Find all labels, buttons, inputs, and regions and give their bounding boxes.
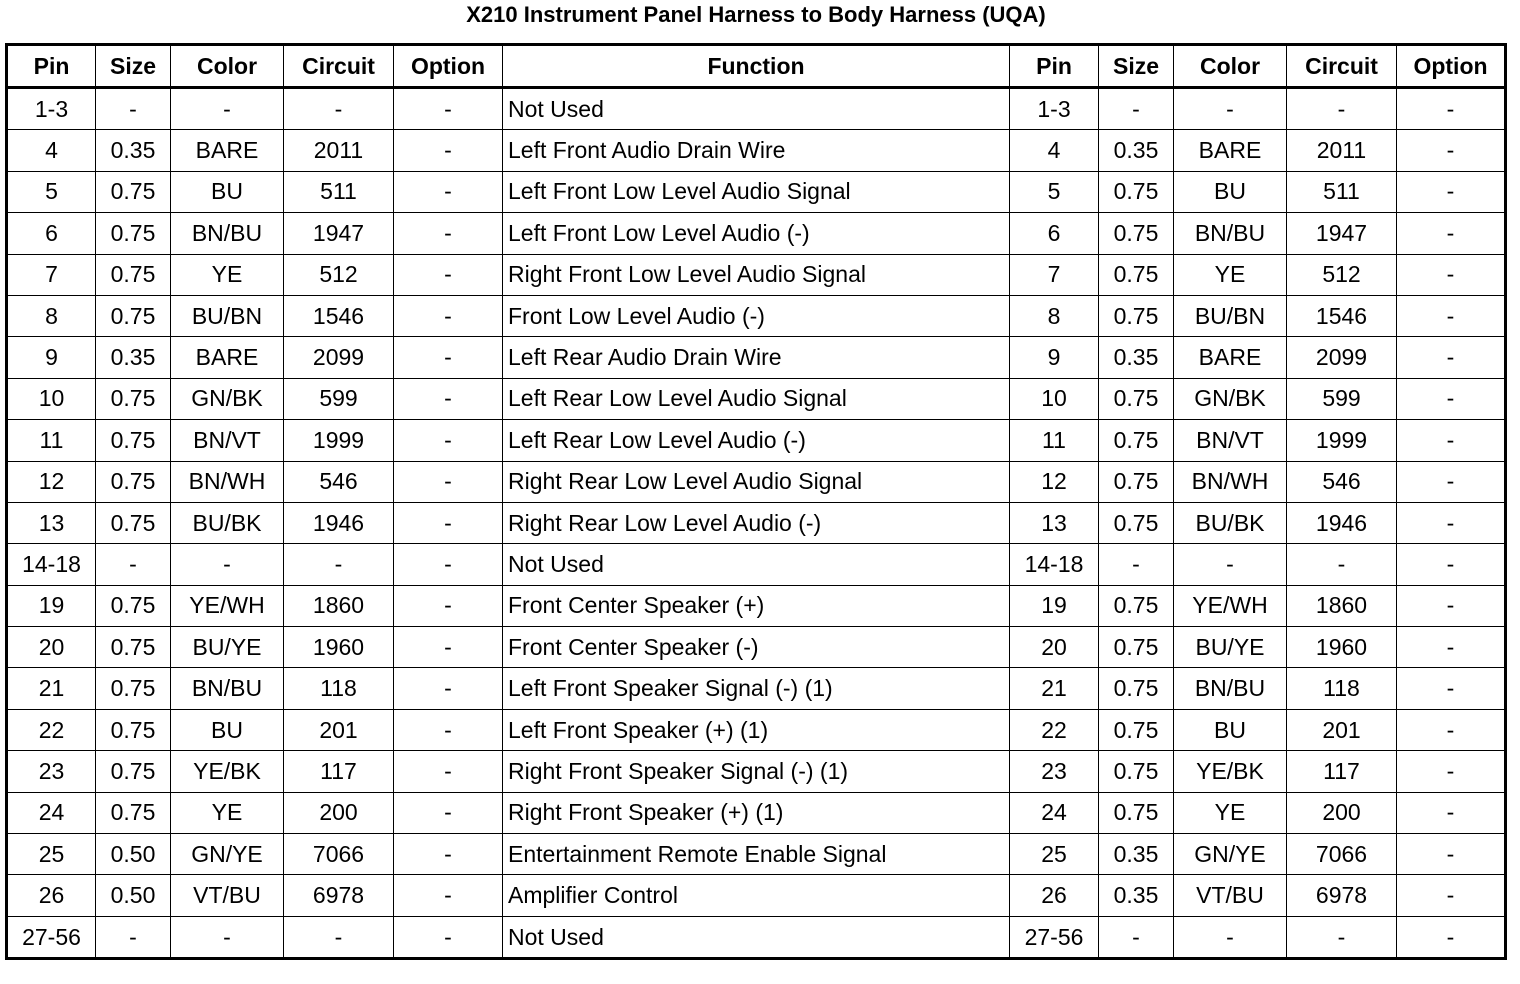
cell-size-2: 0.75 [1099, 709, 1174, 750]
cell-circuit-2: 117 [1287, 751, 1397, 792]
cell-circuit: 1546 [284, 295, 394, 336]
table-row [7, 585, 1506, 626]
cell-pin: 21 [7, 668, 96, 709]
cell-circuit: 117 [284, 751, 394, 792]
cell-pin-2: 22 [1010, 709, 1099, 750]
cell-pin: 11 [7, 420, 96, 461]
cell-color-2: BU [1174, 709, 1287, 750]
cell-option-2: - [1397, 834, 1506, 875]
table-row [7, 130, 1506, 171]
cell-color-2: YE [1174, 792, 1287, 833]
cell-circuit-2: - [1287, 916, 1397, 958]
cell-circuit: 6978 [284, 875, 394, 916]
cell-size: 0.75 [96, 709, 171, 750]
cell-pin: 7 [7, 254, 96, 295]
document-title: X210 Instrument Panel Harness to Body Harness (UQA) [466, 2, 1046, 27]
cell-circuit: 118 [284, 668, 394, 709]
column-header-pin-2: Pin [1010, 45, 1099, 88]
cell-color: - [171, 544, 284, 585]
cell-color: BU/BN [171, 295, 284, 336]
cell-pin: 25 [7, 834, 96, 875]
cell-option: - [394, 171, 503, 212]
cell-color-2: - [1174, 916, 1287, 958]
cell-circuit: 512 [284, 254, 394, 295]
cell-size: 0.75 [96, 420, 171, 461]
column-header-color-2: Color [1174, 45, 1287, 88]
cell-pin-2: 9 [1010, 337, 1099, 378]
cell-color: BN/VT [171, 420, 284, 461]
table-row [7, 709, 1506, 750]
cell-size-2: 0.75 [1099, 213, 1174, 254]
cell-pin-2: 12 [1010, 461, 1099, 502]
cell-circuit-2: 546 [1287, 461, 1397, 502]
cell-color-2: BU/BK [1174, 502, 1287, 543]
cell-pin: 22 [7, 709, 96, 750]
cell-option: - [394, 585, 503, 626]
cell-circuit: - [284, 916, 394, 958]
cell-function: Left Front Audio Drain Wire [503, 130, 1010, 171]
cell-circuit-2: 7066 [1287, 834, 1397, 875]
table-row [7, 337, 1506, 378]
cell-option: - [394, 337, 503, 378]
cell-option: - [394, 420, 503, 461]
cell-function: Right Front Speaker Signal (-) (1) [503, 751, 1010, 792]
cell-pin-2: 5 [1010, 171, 1099, 212]
cell-size: 0.75 [96, 792, 171, 833]
cell-size: 0.75 [96, 461, 171, 502]
table-row [7, 461, 1506, 502]
cell-circuit-2: 1546 [1287, 295, 1397, 336]
cell-circuit-2: - [1287, 544, 1397, 585]
cell-circuit-2: 6978 [1287, 875, 1397, 916]
cell-color: BU/YE [171, 627, 284, 668]
cell-size-2: 0.35 [1099, 337, 1174, 378]
column-header-option-2: Option [1397, 45, 1506, 88]
cell-option-2: - [1397, 751, 1506, 792]
cell-function: Right Rear Low Level Audio Signal [503, 461, 1010, 502]
cell-size: 0.35 [96, 337, 171, 378]
cell-circuit: 1960 [284, 627, 394, 668]
cell-function: Right Rear Low Level Audio (-) [503, 502, 1010, 543]
cell-color-2: YE [1174, 254, 1287, 295]
cell-circuit: 1860 [284, 585, 394, 626]
cell-option: - [394, 916, 503, 958]
cell-pin: 14-18 [7, 544, 96, 585]
cell-function: Front Low Level Audio (-) [503, 295, 1010, 336]
cell-size: 0.35 [96, 130, 171, 171]
cell-function: Not Used [503, 88, 1010, 130]
cell-pin-2: 1-3 [1010, 88, 1099, 130]
table-row [7, 502, 1506, 543]
cell-pin-2: 21 [1010, 668, 1099, 709]
cell-option-2: - [1397, 461, 1506, 502]
cell-option: - [394, 875, 503, 916]
table-row [7, 378, 1506, 419]
cell-function: Not Used [503, 544, 1010, 585]
cell-function: Right Front Low Level Audio Signal [503, 254, 1010, 295]
column-header-size: Size [96, 45, 171, 88]
cell-size-2: 0.35 [1099, 875, 1174, 916]
cell-size: - [96, 88, 171, 130]
cell-color-2: BN/BU [1174, 213, 1287, 254]
cell-pin-2: 6 [1010, 213, 1099, 254]
cell-circuit: 7066 [284, 834, 394, 875]
cell-pin: 24 [7, 792, 96, 833]
cell-color-2: YE/WH [1174, 585, 1287, 626]
cell-size-2: 0.75 [1099, 295, 1174, 336]
cell-option: - [394, 751, 503, 792]
cell-size: 0.50 [96, 834, 171, 875]
cell-size-2: 0.75 [1099, 668, 1174, 709]
cell-function: Left Front Speaker Signal (-) (1) [503, 668, 1010, 709]
table-row [7, 916, 1506, 958]
table-row [7, 171, 1506, 212]
table-row [7, 627, 1506, 668]
cell-option-2: - [1397, 378, 1506, 419]
cell-color-2: BN/BU [1174, 668, 1287, 709]
cell-circuit-2: 118 [1287, 668, 1397, 709]
cell-pin: 8 [7, 295, 96, 336]
cell-pin-2: 10 [1010, 378, 1099, 419]
cell-color-2: GN/BK [1174, 378, 1287, 419]
cell-color: YE/WH [171, 585, 284, 626]
cell-color: GN/BK [171, 378, 284, 419]
column-header-circuit: Circuit [284, 45, 394, 88]
cell-size: 0.75 [96, 502, 171, 543]
cell-pin-2: 25 [1010, 834, 1099, 875]
column-header-pin: Pin [7, 45, 96, 88]
cell-size-2: 0.75 [1099, 585, 1174, 626]
table-row [7, 792, 1506, 833]
cell-option: - [394, 792, 503, 833]
cell-circuit-2: 1946 [1287, 502, 1397, 543]
cell-pin: 26 [7, 875, 96, 916]
cell-size: 0.75 [96, 751, 171, 792]
cell-pin-2: 13 [1010, 502, 1099, 543]
cell-color-2: BARE [1174, 130, 1287, 171]
cell-color-2: YE/BK [1174, 751, 1287, 792]
cell-color: BARE [171, 337, 284, 378]
cell-size: 0.75 [96, 213, 171, 254]
cell-option-2: - [1397, 916, 1506, 958]
cell-circuit: 1946 [284, 502, 394, 543]
cell-option-2: - [1397, 627, 1506, 668]
cell-pin: 13 [7, 502, 96, 543]
cell-option-2: - [1397, 585, 1506, 626]
cell-option-2: - [1397, 502, 1506, 543]
cell-circuit: 546 [284, 461, 394, 502]
column-header-circuit-2: Circuit [1287, 45, 1397, 88]
cell-option-2: - [1397, 709, 1506, 750]
cell-pin-2: 11 [1010, 420, 1099, 461]
cell-circuit-2: 512 [1287, 254, 1397, 295]
connector-pinout-table [5, 43, 1507, 960]
cell-circuit-2: 1999 [1287, 420, 1397, 461]
cell-option-2: - [1397, 337, 1506, 378]
cell-function: Left Front Low Level Audio (-) [503, 213, 1010, 254]
cell-size-2: - [1099, 916, 1174, 958]
cell-size-2: 0.75 [1099, 502, 1174, 543]
table-row [7, 834, 1506, 875]
cell-option: - [394, 627, 503, 668]
cell-color-2: - [1174, 88, 1287, 130]
cell-size-2: 0.75 [1099, 420, 1174, 461]
cell-pin: 1-3 [7, 88, 96, 130]
cell-size-2: - [1099, 544, 1174, 585]
cell-function: Left Rear Low Level Audio Signal [503, 378, 1010, 419]
cell-option: - [394, 130, 503, 171]
cell-size-2: 0.75 [1099, 171, 1174, 212]
cell-circuit: 200 [284, 792, 394, 833]
cell-size: - [96, 544, 171, 585]
cell-option: - [394, 668, 503, 709]
cell-size-2: 0.75 [1099, 751, 1174, 792]
cell-function: Amplifier Control [503, 875, 1010, 916]
cell-size-2: 0.75 [1099, 627, 1174, 668]
header-row [7, 45, 1506, 88]
cell-pin-2: 26 [1010, 875, 1099, 916]
cell-circuit-2: 599 [1287, 378, 1397, 419]
cell-option: - [394, 254, 503, 295]
cell-option: - [394, 88, 503, 130]
column-header-size-2: Size [1099, 45, 1174, 88]
cell-color: BU/BK [171, 502, 284, 543]
cell-color: VT/BU [171, 875, 284, 916]
cell-pin: 9 [7, 337, 96, 378]
cell-option-2: - [1397, 130, 1506, 171]
cell-color-2: BARE [1174, 337, 1287, 378]
cell-size-2: 0.35 [1099, 130, 1174, 171]
table-row [7, 420, 1506, 461]
column-header-function: Function [503, 45, 1010, 88]
cell-circuit-2: 201 [1287, 709, 1397, 750]
cell-size: 0.75 [96, 295, 171, 336]
cell-size-2: 0.75 [1099, 792, 1174, 833]
table-row [7, 751, 1506, 792]
cell-function: Left Rear Low Level Audio (-) [503, 420, 1010, 461]
cell-size: 0.50 [96, 875, 171, 916]
table-row [7, 668, 1506, 709]
cell-option: - [394, 544, 503, 585]
cell-circuit: 511 [284, 171, 394, 212]
cell-size: 0.75 [96, 585, 171, 626]
cell-color-2: BN/VT [1174, 420, 1287, 461]
cell-pin: 27-56 [7, 916, 96, 958]
cell-size-2: 0.75 [1099, 378, 1174, 419]
cell-size: 0.75 [96, 378, 171, 419]
cell-size: 0.75 [96, 254, 171, 295]
cell-circuit: 599 [284, 378, 394, 419]
cell-circuit-2: 2011 [1287, 130, 1397, 171]
column-header-color: Color [171, 45, 284, 88]
cell-option: - [394, 709, 503, 750]
cell-function: Left Front Speaker (+) (1) [503, 709, 1010, 750]
cell-option: - [394, 502, 503, 543]
cell-pin-2: 14-18 [1010, 544, 1099, 585]
cell-color: YE [171, 792, 284, 833]
cell-color-2: BN/WH [1174, 461, 1287, 502]
cell-color: YE/BK [171, 751, 284, 792]
table-row [7, 875, 1506, 916]
cell-pin-2: 27-56 [1010, 916, 1099, 958]
cell-pin-2: 4 [1010, 130, 1099, 171]
cell-pin-2: 24 [1010, 792, 1099, 833]
cell-color-2: VT/BU [1174, 875, 1287, 916]
cell-circuit-2: 1860 [1287, 585, 1397, 626]
cell-size-2: 0.35 [1099, 834, 1174, 875]
table-row [7, 544, 1506, 585]
cell-color: BARE [171, 130, 284, 171]
cell-option-2: - [1397, 213, 1506, 254]
cell-color-2: GN/YE [1174, 834, 1287, 875]
cell-option-2: - [1397, 875, 1506, 916]
cell-circuit: 1947 [284, 213, 394, 254]
cell-color: BU [171, 171, 284, 212]
cell-color: BN/WH [171, 461, 284, 502]
table-row [7, 213, 1506, 254]
column-header-option: Option [394, 45, 503, 88]
cell-pin: 12 [7, 461, 96, 502]
cell-option: - [394, 834, 503, 875]
cell-size: 0.75 [96, 627, 171, 668]
cell-pin-2: 23 [1010, 751, 1099, 792]
cell-option: - [394, 213, 503, 254]
cell-option-2: - [1397, 792, 1506, 833]
cell-option-2: - [1397, 295, 1506, 336]
cell-pin: 4 [7, 130, 96, 171]
cell-pin: 10 [7, 378, 96, 419]
cell-pin: 23 [7, 751, 96, 792]
cell-pin-2: 19 [1010, 585, 1099, 626]
cell-circuit-2: 1947 [1287, 213, 1397, 254]
cell-option-2: - [1397, 668, 1506, 709]
cell-circuit: 2099 [284, 337, 394, 378]
cell-option: - [394, 461, 503, 502]
cell-color: YE [171, 254, 284, 295]
cell-color-2: BU [1174, 171, 1287, 212]
cell-color: - [171, 88, 284, 130]
cell-option-2: - [1397, 171, 1506, 212]
cell-option-2: - [1397, 420, 1506, 461]
cell-color: BN/BU [171, 213, 284, 254]
cell-option-2: - [1397, 88, 1506, 130]
cell-size-2: 0.75 [1099, 254, 1174, 295]
cell-pin: 6 [7, 213, 96, 254]
cell-pin-2: 7 [1010, 254, 1099, 295]
cell-option: - [394, 295, 503, 336]
cell-color: BN/BU [171, 668, 284, 709]
table-row [7, 295, 1506, 336]
cell-function: Front Center Speaker (+) [503, 585, 1010, 626]
cell-pin: 5 [7, 171, 96, 212]
cell-color-2: BU/YE [1174, 627, 1287, 668]
cell-circuit-2: 2099 [1287, 337, 1397, 378]
cell-function: Left Rear Audio Drain Wire [503, 337, 1010, 378]
cell-circuit-2: 1960 [1287, 627, 1397, 668]
cell-color: - [171, 916, 284, 958]
cell-circuit: 201 [284, 709, 394, 750]
cell-size: 0.75 [96, 668, 171, 709]
cell-option-2: - [1397, 254, 1506, 295]
cell-size: 0.75 [96, 171, 171, 212]
cell-function: Not Used [503, 916, 1010, 958]
cell-size-2: - [1099, 88, 1174, 130]
cell-color-2: - [1174, 544, 1287, 585]
cell-function: Left Front Low Level Audio Signal [503, 171, 1010, 212]
cell-pin: 19 [7, 585, 96, 626]
cell-circuit-2: - [1287, 88, 1397, 130]
cell-circuit-2: 200 [1287, 792, 1397, 833]
cell-option-2: - [1397, 544, 1506, 585]
cell-size: - [96, 916, 171, 958]
cell-function: Entertainment Remote Enable Signal [503, 834, 1010, 875]
cell-color-2: BU/BN [1174, 295, 1287, 336]
cell-pin-2: 20 [1010, 627, 1099, 668]
cell-circuit: - [284, 544, 394, 585]
cell-color: BU [171, 709, 284, 750]
table-row [7, 254, 1506, 295]
cell-option: - [394, 378, 503, 419]
table-body [7, 88, 1506, 959]
cell-function: Front Center Speaker (-) [503, 627, 1010, 668]
cell-function: Right Front Speaker (+) (1) [503, 792, 1010, 833]
cell-size-2: 0.75 [1099, 461, 1174, 502]
cell-circuit: 1999 [284, 420, 394, 461]
cell-pin: 20 [7, 627, 96, 668]
cell-color: GN/YE [171, 834, 284, 875]
cell-circuit-2: 511 [1287, 171, 1397, 212]
table-row [7, 88, 1506, 130]
cell-circuit: 2011 [284, 130, 394, 171]
cell-circuit: - [284, 88, 394, 130]
cell-pin-2: 8 [1010, 295, 1099, 336]
